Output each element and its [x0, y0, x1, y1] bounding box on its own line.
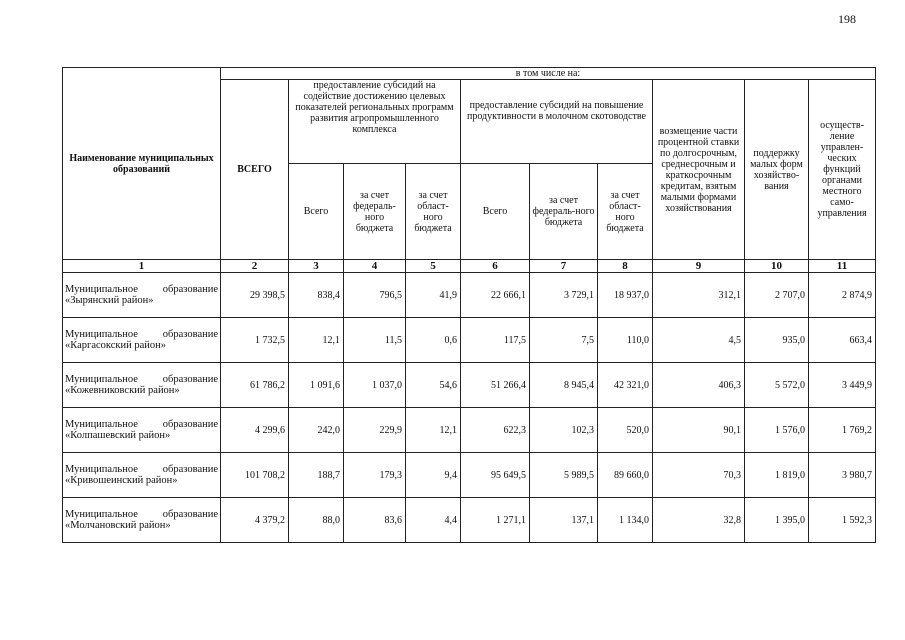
table-row [63, 363, 876, 408]
value-total: 4 299,6 [221, 408, 289, 453]
header-sub-regional: за счет област-ного бюджета [406, 164, 461, 260]
column-number: 5 [406, 260, 461, 273]
value-dairy-regional: 520,0 [598, 408, 653, 453]
table-row [63, 453, 876, 498]
column-number: 9 [653, 260, 745, 273]
municipality-name: Муниципальное образование «Каргасокский район» [63, 318, 221, 363]
value-dairy-total: 51 266,4 [461, 363, 530, 408]
value-management: 663,4 [809, 318, 876, 363]
value-agro-federal: 1 037,0 [344, 363, 406, 408]
value-agro-regional: 12,1 [406, 408, 461, 453]
value-agro-regional: 9,4 [406, 453, 461, 498]
value-agro-total: 1 091,6 [289, 363, 344, 408]
header-sub-total: Всего [461, 164, 530, 260]
value-agro-regional: 54,6 [406, 363, 461, 408]
value-total: 4 379,2 [221, 498, 289, 543]
table-row [63, 318, 876, 363]
value-agro-total: 838,4 [289, 273, 344, 318]
value-agro-total: 88,0 [289, 498, 344, 543]
value-dairy-total: 22 666,1 [461, 273, 530, 318]
value-agro-federal: 11,5 [344, 318, 406, 363]
value-small-farms: 2 707,0 [745, 273, 809, 318]
municipality-name: Муниципальное образование «Молчановский район» [63, 498, 221, 543]
value-small-farms: 1 395,0 [745, 498, 809, 543]
column-number: 6 [461, 260, 530, 273]
municipality-name: Муниципальное образование «Кривошеинский район» [63, 453, 221, 498]
value-total: 101 708,2 [221, 453, 289, 498]
value-agro-regional: 4,4 [406, 498, 461, 543]
value-management: 1 769,2 [809, 408, 876, 453]
value-dairy-federal: 5 989,5 [530, 453, 598, 498]
header-sub-federal: за счет федераль-ного бюджета [530, 164, 598, 260]
municipality-name: Муниципальное образование «Кожевниковский район» [63, 363, 221, 408]
value-interest-rate: 312,1 [653, 273, 745, 318]
header-name-column: Наименование муниципальных образований [63, 68, 221, 260]
column-number: 10 [745, 260, 809, 273]
header-col9: возмещение части процентной ставки по долгосрочным, среднесрочным и краткосрочным кредитам, взятым малыми формами хозяйствования [653, 80, 745, 260]
municipality-name: Муниципальное образование «Колпашевский район» [63, 408, 221, 453]
value-management: 1 592,3 [809, 498, 876, 543]
header-sub-federal: за счет федераль-ного бюджета [344, 164, 406, 260]
table-row [63, 408, 876, 453]
header-group-dairy: предоставление субсидий на повышение продуктивности в молочном скотоводстве [461, 80, 653, 164]
value-total: 29 398,5 [221, 273, 289, 318]
value-agro-total: 12,1 [289, 318, 344, 363]
value-dairy-total: 622,3 [461, 408, 530, 453]
value-interest-rate: 32,8 [653, 498, 745, 543]
value-dairy-regional: 110,0 [598, 318, 653, 363]
value-agro-federal: 179,3 [344, 453, 406, 498]
column-number: 1 [63, 260, 221, 273]
value-agro-federal: 83,6 [344, 498, 406, 543]
header-total: ВСЕГО [221, 80, 289, 260]
value-management: 3 980,7 [809, 453, 876, 498]
value-agro-total: 242,0 [289, 408, 344, 453]
column-number: 7 [530, 260, 598, 273]
value-management: 2 874,9 [809, 273, 876, 318]
value-management: 3 449,9 [809, 363, 876, 408]
column-number: 11 [809, 260, 876, 273]
municipality-name: Муниципальное образование «Зырянский район» [63, 273, 221, 318]
column-number: 8 [598, 260, 653, 273]
value-dairy-federal: 137,1 [530, 498, 598, 543]
header-col11: осуществ-ление управлен-ческих функций органами местного само-управления [809, 80, 876, 260]
value-dairy-total: 1 271,1 [461, 498, 530, 543]
header-sub-regional: за счет област-ного бюджета [598, 164, 653, 260]
column-number: 2 [221, 260, 289, 273]
value-agro-regional: 41,9 [406, 273, 461, 318]
value-total: 1 732,5 [221, 318, 289, 363]
value-dairy-regional: 18 937,0 [598, 273, 653, 318]
table-row [63, 273, 876, 318]
value-dairy-federal: 7,5 [530, 318, 598, 363]
header-group-agro: предоставление субсидий на содействие достижению целевых показателей региональных программ развития агропромышленного комплекса [289, 80, 461, 164]
value-dairy-regional: 42 321,0 [598, 363, 653, 408]
header-sub-total: Всего [289, 164, 344, 260]
value-dairy-federal: 3 729,1 [530, 273, 598, 318]
value-agro-regional: 0,6 [406, 318, 461, 363]
value-dairy-total: 95 649,5 [461, 453, 530, 498]
value-small-farms: 1 576,0 [745, 408, 809, 453]
value-interest-rate: 4,5 [653, 318, 745, 363]
header-including: в том числе на: [221, 68, 876, 80]
column-number: 4 [344, 260, 406, 273]
value-total: 61 786,2 [221, 363, 289, 408]
value-dairy-federal: 102,3 [530, 408, 598, 453]
value-agro-federal: 229,9 [344, 408, 406, 453]
table-row [63, 498, 876, 543]
value-agro-total: 188,7 [289, 453, 344, 498]
value-interest-rate: 70,3 [653, 453, 745, 498]
value-dairy-regional: 89 660,0 [598, 453, 653, 498]
subsidy-table [62, 67, 876, 543]
page-number: 198 [838, 12, 856, 26]
value-dairy-federal: 8 945,4 [530, 363, 598, 408]
value-dairy-total: 117,5 [461, 318, 530, 363]
value-interest-rate: 406,3 [653, 363, 745, 408]
value-interest-rate: 90,1 [653, 408, 745, 453]
value-agro-federal: 796,5 [344, 273, 406, 318]
value-dairy-regional: 1 134,0 [598, 498, 653, 543]
header-col10: поддержку малых форм хозяйство-вания [745, 80, 809, 260]
value-small-farms: 935,0 [745, 318, 809, 363]
value-small-farms: 5 572,0 [745, 363, 809, 408]
column-number: 3 [289, 260, 344, 273]
value-small-farms: 1 819,0 [745, 453, 809, 498]
